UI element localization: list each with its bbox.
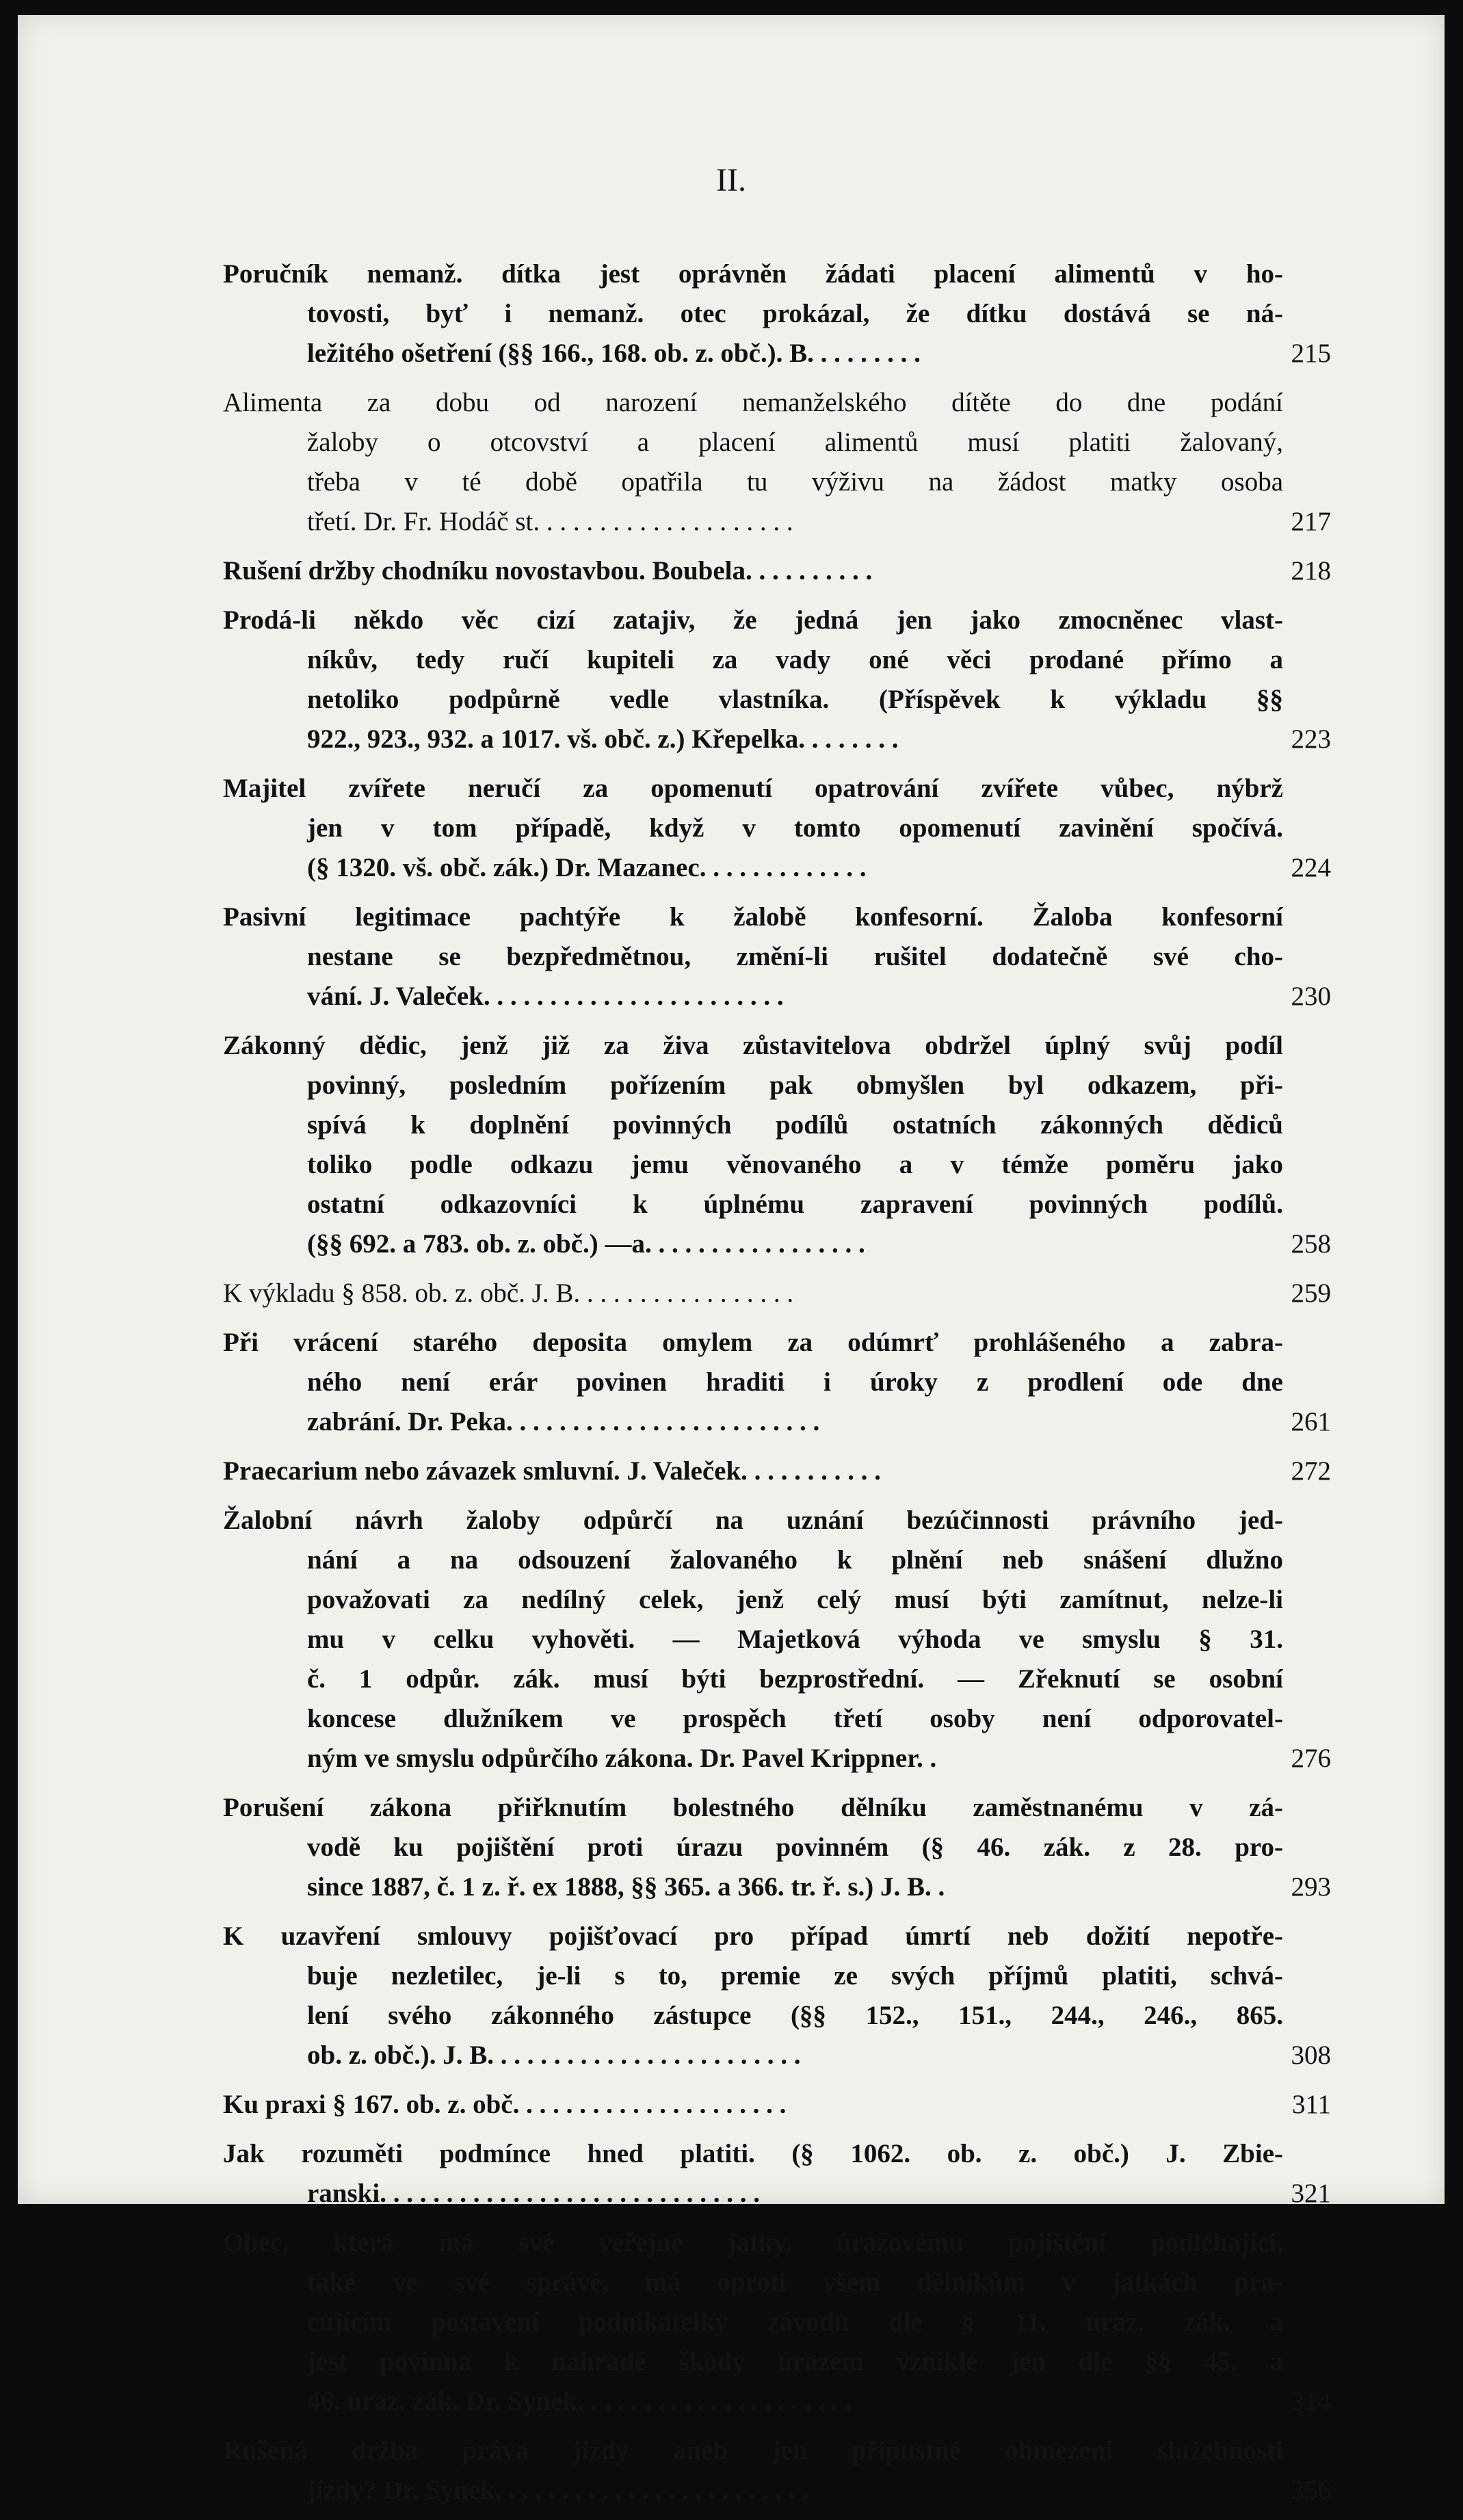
toc-entry-line: nání a na odsouzení žalovaného k plnění neb snášení dlužno [307, 1545, 1283, 1575]
toc-entry-line: cujícím postavení podnikatelky závodu dle § 11. úraz. zák. a [307, 2307, 1283, 2337]
toc-entry [223, 769, 1331, 888]
document-page [18, 15, 1445, 2505]
toc-entry-line: 46. úraz. zák. Dr. Synek. . . . . . . . . . . . . . . . . . . . . [307, 2387, 851, 2416]
toc-entry-line: Prodá-li někdo věc cizí zatajiv, že jedná jen jako zmocněnec vlast- [223, 605, 1283, 635]
toc-entry-line: lení svého zákonného zástupce (§§ 152., 151., 244., 246., 865. [307, 2001, 1283, 2030]
toc-entry-line: toliko podle odkazu jemu věnovaného a v témže poměru jako [307, 1150, 1283, 1179]
toc-entry-page: 314 [1291, 2387, 1331, 2416]
toc-entry-line: koncese dlužníkem ve prospěch třetí osoby není odporovatel- [307, 1704, 1283, 1733]
toc-entry-line: Porušení zákona přiřknutím bolestného dělníku zaměstnanému v zá- [223, 1793, 1283, 1822]
toc-entry [223, 1917, 1331, 2075]
toc-entry [223, 1452, 1331, 1491]
page-number: II. [716, 162, 746, 198]
toc-entry [223, 2431, 1331, 2510]
toc-entry [223, 601, 1331, 759]
toc-entry-line: zabrání. Dr. Peka. . . . . . . . . . . . . . . . . . . . . . . . [307, 1407, 820, 1436]
toc-entry [223, 1026, 1331, 1264]
toc-entry-line: ležitého ošetření (§§ 166., 168. ob. z. obč.). B. . . . . . . . . [307, 339, 921, 368]
toc-entry [223, 383, 1331, 542]
toc-entry-line: nestane se bezpředmětnou, změní-li rušitel dodatečně své cho- [307, 942, 1283, 971]
toc-entry-page: 258 [1291, 1229, 1331, 1259]
toc-entry [223, 551, 1331, 591]
toc-entry [223, 254, 1331, 373]
toc-entry-page: 259 [1291, 1278, 1331, 1308]
toc-entry-page: 224 [1291, 853, 1331, 882]
toc-entry-line: mu v celku vyhověti. — Majetková výhoda ve smyslu § 31. [307, 1625, 1283, 1654]
toc-entry-line: jízdy? Dr. Synek. . . . . . . . . . . . . . . . . . . . . . . . [307, 2476, 809, 2505]
toc-entry [223, 2223, 1331, 2421]
toc-entry-line: níkův, tedy ručí kupiteli za vady oné věci prodané přímo a [307, 645, 1283, 674]
toc-entry-line: Obec, která má své veřejné jatky, úrazovému pojištění podléhající, [223, 2228, 1283, 2257]
toc-entry-line: jest povinna k náhradě škody úrazem vzniklé jen dle §§ 45. a [307, 2347, 1283, 2376]
toc-entry-page: 223 [1291, 724, 1331, 754]
toc-entry-line: (§ 1320. vš. obč. zák.) Dr. Mazanec. . . . . . . . . . . . . [307, 853, 867, 882]
toc-entry-line: netoliko podpůrně vedle vlastníka. (Příspěvek k výkladu §§ [307, 685, 1283, 714]
toc-entry-line: Rušená držba práva jízdy aneb jen přípustné obmezení služebnosti [223, 2436, 1283, 2465]
toc-entry [223, 2134, 1331, 2214]
toc-entry-line: Zákonný dědic, jenž již za živa zůstavitelova obdržel úplný svůj podíl [223, 1031, 1283, 1060]
toc-entry-line: since 1887, č. 1 z. ř. ex 1888, §§ 365. a 366. tr. ř. s.) J. B. . [307, 1872, 945, 1902]
toc-entry-page: 215 [1291, 339, 1331, 368]
toc-entry-page: 311 [1291, 2090, 1331, 2119]
toc-entry-line: 922., 923., 932. a 1017. vš. obč. z.) Křepelka. . . . . . . . [307, 724, 899, 754]
toc-entry-line: Žalobní návrh žaloby odpůrčí na uznání bezúčinnosti právního jed- [223, 1506, 1283, 1535]
toc-entry-line: K výkladu § 858. ob. z. obč. J. B. . . . . . . . . . . . . . . . . [223, 1278, 794, 1308]
toc-entry-page: 230 [1291, 982, 1331, 1011]
toc-entry-line: vodě ku pojištění proti úrazu povinném (§ 46. zák. z 28. pro- [307, 1833, 1283, 1862]
toc-entry-page: 261 [1291, 1407, 1331, 1436]
toc-entry-line: K uzavření smlouvy pojišťovací pro případ úmrtí neb dožití nepotře- [223, 1921, 1283, 1951]
toc-entry-line: ného není erár povinen hraditi i úroky z prodlení ode dne [307, 1367, 1283, 1397]
toc-entry-line: Při vrácení starého deposita omylem za odúmrť prohlášeného a zabra- [223, 1328, 1283, 1357]
toc-entry-line: jen v tom případě, když v tomto opomenutí zavinění spočívá. [307, 813, 1283, 843]
toc-entry-line: ob. z. obč.). J. B. . . . . . . . . . . . . . . . . . . . . . . . [307, 2040, 801, 2070]
toc-entry-line: Alimenta za dobu od narození nemanželského dítěte do dne podání [223, 388, 1283, 417]
toc-entry-line: žaloby o otcovství a placení alimentů musí platiti žalovaný, [307, 428, 1283, 457]
toc-entry-line: ostatní odkazovníci k úplnému zapravení povinných podílů. [307, 1190, 1283, 1219]
toc-entry-line: Majitel zvířete neručí za opomenutí opatrování zvířete vůbec, nýbrž [223, 774, 1283, 803]
toc-entry-line: třeba v té době opatřila tu výživu na žádost matky osoba [307, 467, 1283, 497]
toc-entry-line: Praecarium nebo závazek smluvní. J. Valeček. . . . . . . . . . . [223, 1456, 881, 1486]
toc-entry-line: Jak rozuměti podmínce hned platiti. (§ 1062. ob. z. obč.) J. Zbie- [223, 2139, 1283, 2168]
toc-entry-page: 321 [1291, 2179, 1331, 2208]
toc-entry-page: 272 [1291, 1456, 1331, 1486]
toc-entry-line: také ve své správě, má oproti všem dělníkům v jatkách pra- [307, 2268, 1283, 2297]
toc-entry-page: 293 [1291, 1872, 1331, 1902]
toc-entry-line: (§§ 692. a 783. ob. z. obč.) —a. . . . . . . . . . . . . . . . . [307, 1229, 865, 1259]
toc-entry-line: považovati za nedílný celek, jenž celý musí býti zamítnut, nelze-li [307, 1585, 1283, 1614]
toc-entry-line: Ku praxi § 167. ob. z. obč. . . . . . . . . . . . . . . . . . . . . [223, 2090, 787, 2119]
toc-entry [223, 1323, 1331, 1442]
toc-entry-page: 218 [1291, 556, 1331, 586]
toc-entry-line: Pasivní legitimace pachtýře k žalobě konfesorní. Žaloba konfesorní [223, 902, 1283, 932]
toc-entry-line: č. 1 odpůr. zák. musí býti bezprostřední. — Zřeknutí se osobní [307, 1664, 1283, 1694]
toc-entry-line: spívá k doplnění povinných podílů ostatních zákonných dědiců [307, 1110, 1283, 1140]
toc-entry-line: Poručník nemanž. dítka jest oprávněn žádati placení alimentů v ho- [223, 259, 1283, 289]
toc-entry-page: 356 [1291, 2476, 1331, 2505]
toc-entry-page: 276 [1291, 1744, 1331, 1773]
toc-entry-line: tovosti, byť i nemanž. otec prokázal, že dítku dostává se ná- [307, 299, 1283, 328]
table-of-contents [223, 254, 1331, 2520]
toc-entry [223, 897, 1331, 1016]
toc-entry [223, 1501, 1331, 1779]
toc-entry-line: vání. J. Valeček. . . . . . . . . . . . . . . . . . . . . . . [307, 982, 784, 1011]
toc-entry-line: povinný, posledním pořízením pak obmyšlen byl odkazem, při- [307, 1071, 1283, 1100]
toc-entry [223, 2085, 1331, 2125]
toc-entry [223, 1788, 1331, 1907]
toc-entry-line: ranski. . . . . . . . . . . . . . . . . . . . . . . . . . . . . [307, 2179, 760, 2208]
toc-entry-line: ným ve smyslu odpůrčího zákona. Dr. Pavel Krippner. . [307, 1744, 937, 1773]
toc-entry-line: Rušení držby chodníku novostavbou. Boubela. . . . . . . . . . [223, 556, 873, 586]
toc-entry [223, 1274, 1331, 1313]
toc-entry-line: buje nezletilec, je-li s to, premie ze svých příjmů platiti, schvá- [307, 1961, 1283, 1991]
toc-entry-page: 217 [1291, 507, 1331, 536]
toc-entry-line: třetí. Dr. Fr. Hodáč st. . . . . . . . . . . . . . . . . . . . [307, 507, 793, 536]
toc-entry-page: 308 [1291, 2040, 1331, 2070]
